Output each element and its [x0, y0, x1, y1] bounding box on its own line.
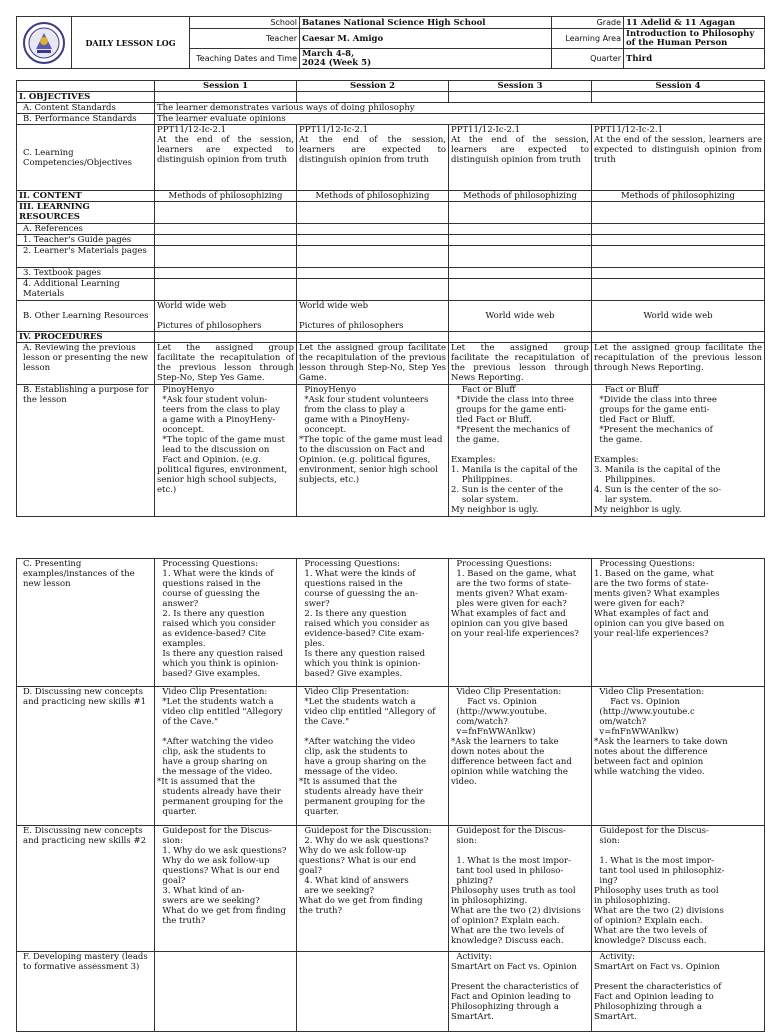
competency-s4: PPT11/12-Ic-2.1 At the end of the session, learners are expected to distinguish opinion from truth: [592, 125, 765, 191]
session-1-header: Session 1: [155, 81, 297, 92]
dates-label: Teaching Dates and Time: [190, 49, 300, 69]
discussing-1-s2: Video Clip Presentation: *Let the students watch a video clip entitled "Allegory of the Cave." *After watching the video clip, ask the students to have a group sharing on the message of the video. *It is assumed that the students already have their permanent grouping for the quarter.: [297, 687, 449, 826]
log-title: DAILY LESSON LOG: [72, 17, 190, 69]
empty-corner: [17, 81, 155, 92]
content-standards-label: A. Content Standards: [17, 103, 155, 114]
session-3-header: Session 3: [449, 81, 592, 92]
presenting-s1: Processing Questions: 1. What were the kinds of questions raised in the course of guessing the answer? 2. Is there any question raised which you consider as evidence-based? Cite examples. Is there any question raised which you think is opinion- based? Give examples.: [155, 559, 297, 687]
dates-value: March 4-8, 2024 (Week 5): [300, 49, 552, 69]
purpose-label: B. Establishing a purpose for the lesson: [17, 385, 155, 517]
header-table: [16, 16, 765, 69]
content-s2: Methods of philosophizing: [297, 191, 449, 202]
discussing-2-s1: Guidepost for the Discus- sion: 1. Why do we ask questions? Why do we ask follow-up questions? What is our end goal? 3. What kind of an- swers are we seeking? What do we get from finding the truth?: [155, 826, 297, 952]
objectives-heading: I. OBJECTIVES: [17, 92, 155, 103]
learners-materials-label: 2. Learner's Materials pages: [17, 246, 155, 268]
purpose-s1: PinoyHenyo *Ask four student volun- teers from the class to play a game with a PinoyHeny- oconcept. *The topic of the game must lead to the discussion on Fact and Opinion. (e.g. political figures, environment, senior high school subjects, etc.): [155, 385, 297, 517]
reviewing-s3: Let the assigned group facilitate the recapitulation of the previous lesson through News Reporting.: [449, 343, 592, 385]
grade-label: Grade: [552, 17, 624, 29]
quarter-value: Third: [624, 49, 765, 69]
content-standards-text: The learner demonstrates various ways of doing philosophy: [155, 103, 765, 114]
deped-seal-logo: [17, 17, 72, 69]
area-label: Learning Area: [552, 29, 624, 49]
area-value: Introduction to Philosophy of the Human Person: [624, 29, 765, 49]
mastery-s1: [155, 952, 297, 1032]
competency-s2: PPT11/12-Ic-2.1 At the end of the session, learners are expected to distinguish opinion from truth: [297, 125, 449, 191]
discussing-1-s1: Video Clip Presentation: *Let the students watch a video clip entitled "Allegory of the Cave." *After watching the video clip, ask the students to have a group sharing on the message of the video. *It is assumed that the students already have their permanent grouping for the quarter.: [155, 687, 297, 826]
discussing-2-s3: Guidepost for the Discus- sion: 1. What is the most impor- tant tool used in philoso- phizing? Philosophy uses truth as tool in philosophizing. What are the two (2) divisions of opinion? Explain each. What are the two levels of knowledge? Discuss each.: [449, 826, 592, 952]
lesson-table-part2: [16, 558, 765, 1032]
school-label: School: [190, 17, 300, 29]
content-heading: II. CONTENT: [17, 191, 155, 202]
mastery-s3: Activity: SmartArt on Fact vs. Opinion Present the characteristics of Fact and Opinion leading to Philosophizing through a SmartArt.: [449, 952, 592, 1032]
additional-materials-label: 4. Additional Learning Materials: [17, 279, 155, 301]
school-value: Batanes National Science High School: [300, 17, 552, 29]
discussing-2-s4: Guidepost for the Discus- sion: 1. What is the most impor- tant tool used in philosophiz- ing? Philosophy uses truth as tool in philosophizing. What are the two (2) divisions of opinion? Explain each. What are the two levels of knowledge? Discuss each.: [592, 826, 765, 952]
lesson-table-part1: [16, 80, 765, 517]
seal-icon: [22, 21, 66, 65]
teachers-guide-label: 1. Teacher's Guide pages: [17, 235, 155, 246]
quarter-label: Quarter: [552, 49, 624, 69]
discussing-2-label: E. Discussing new concepts and practicing new skills #2: [17, 826, 155, 952]
presenting-s4: Processing Questions: 1. Based on the game, what are the two forms of state- ments given? What examples were given for each? What examples of fact and opinion can you give based on your real-life experiences?: [592, 559, 765, 687]
reviewing-s1: Let the assigned group facilitate the recapitulation of the previous lesson through Step-No, Step Yes Game.: [155, 343, 297, 385]
competency-s3: PPT11/12-Ic-2.1 At the end of the session, learners are expected to distinguish opinion from truth: [449, 125, 592, 191]
other-s3: World wide web: [449, 301, 592, 332]
session-4-header: Session 4: [592, 81, 765, 92]
presenting-label: C. Presenting examples/instances of the new lesson: [17, 559, 155, 687]
grade-value: 11 Adelid & 11 Agagan: [624, 17, 765, 29]
discussing-1-label: D. Discussing new concepts and practicing new skills #1: [17, 687, 155, 826]
content-s1: Methods of philosophizing: [155, 191, 297, 202]
discussing-1-s4: Video Clip Presentation: Fact vs. Opinion (http://www.youtube.c om/watch? v=fnFnWWAnlkw) *Ask the learners to take down notes about the difference between fact and opinion while watching the video.: [592, 687, 765, 826]
purpose-s3: Fact or Bluff *Divide the class into three groups for the game enti- tled Fact or Bluff. *Present the mechanics of the game. Examples: 1. Manila is the capital of the Philippines. 2. Sun is the center of the solar system. My neighbor is ugly.: [449, 385, 592, 517]
performance-standards-label: B. Performance Standards: [17, 114, 155, 125]
performance-standards-text: The learner evaluate opinions: [155, 114, 765, 125]
competencies-label: C. Learning Competencies/Objectives: [17, 125, 155, 191]
reviewing-s4: Let the assigned group facilitate the recapitulation of the previous lesson through News Reporting.: [592, 343, 765, 385]
teacher-label: Teacher: [190, 29, 300, 49]
content-s4: Methods of philosophizing: [592, 191, 765, 202]
procedures-heading: IV. PROCEDURES: [17, 332, 155, 343]
discussing-2-s2: Guidepost for the Discussion: 2. Why do we ask questions? Why do we ask follow-up questions? What is our end goal? 4. What kind of answers are we seeking? What do we get from finding the truth?: [297, 826, 449, 952]
competency-s1: PPT11/12-Ic-2.1 At the end of the session, learners are expected to distinguish opinion from truth: [155, 125, 297, 191]
other-resources-label: B. Other Learning Resources: [17, 301, 155, 332]
purpose-s2: PinoyHenyo *Ask four student volunteers from the class to play a game with a PinoyHeny- oconcept. *The topic of the game must lead to the discussion on Fact and Opinion. (e.g. political figures, environment, senior high school subjects, etc.): [297, 385, 449, 517]
mastery-s4: Activity: SmartArt on Fact vs. Opinion Present the characteristics of Fact and Opinion leading to Philosophizing through a SmartArt.: [592, 952, 765, 1032]
other-s2: World wide web Pictures of philosophers: [297, 301, 449, 332]
presenting-s3: Processing Questions: 1. Based on the game, what are the two forms of state- ments given? What exam- ples were given for each? What examples of fact and opinion can you give based on your real-life experiences?: [449, 559, 592, 687]
reviewing-label: A. Reviewing the previous lesson or presenting the new lesson: [17, 343, 155, 385]
purpose-s4: Fact or Bluff *Divide the class into three groups for the game enti- tled Fact or Bluff. *Present the mechanics of the game. Examples: 3. Manila is the capital of the Philippines. 4. Sun is the center of the so- lar system. My neighbor is ugly.: [592, 385, 765, 517]
textbook-label: 3. Textbook pages: [17, 268, 155, 279]
session-2-header: Session 2: [297, 81, 449, 92]
discussing-1-s3: Video Clip Presentation: Fact vs. Opinion (http://www.youtube. com/watch? v=fnFnWWAnlkw) *Ask the learners to take down notes about the difference between fact and opinion while watching the video.: [449, 687, 592, 826]
content-s3: Methods of philosophizing: [449, 191, 592, 202]
mastery-s2: [297, 952, 449, 1032]
resources-heading: III. LEARNING RESOURCES: [17, 202, 155, 224]
other-s1: World wide web Pictures of philosophers: [155, 301, 297, 332]
other-s4: World wide web: [592, 301, 765, 332]
teacher-value: Caesar M. Amigo: [300, 29, 552, 49]
reviewing-s2: Let the assigned group facilitate the recapitulation of the previous lesson through Step-No, Step Yes Game.: [297, 343, 449, 385]
references-label: A. References: [17, 224, 155, 235]
mastery-label: F. Developing mastery (leads to formative assessment 3): [17, 952, 155, 1032]
presenting-s2: Processing Questions: 1. What were the kinds of questions raised in the course of guessing the an- swer? 2. Is there any question raised which you consider as evidence-based? Cite exam- ples. Is there any question raised which you think is opinion- based? Give examples.: [297, 559, 449, 687]
